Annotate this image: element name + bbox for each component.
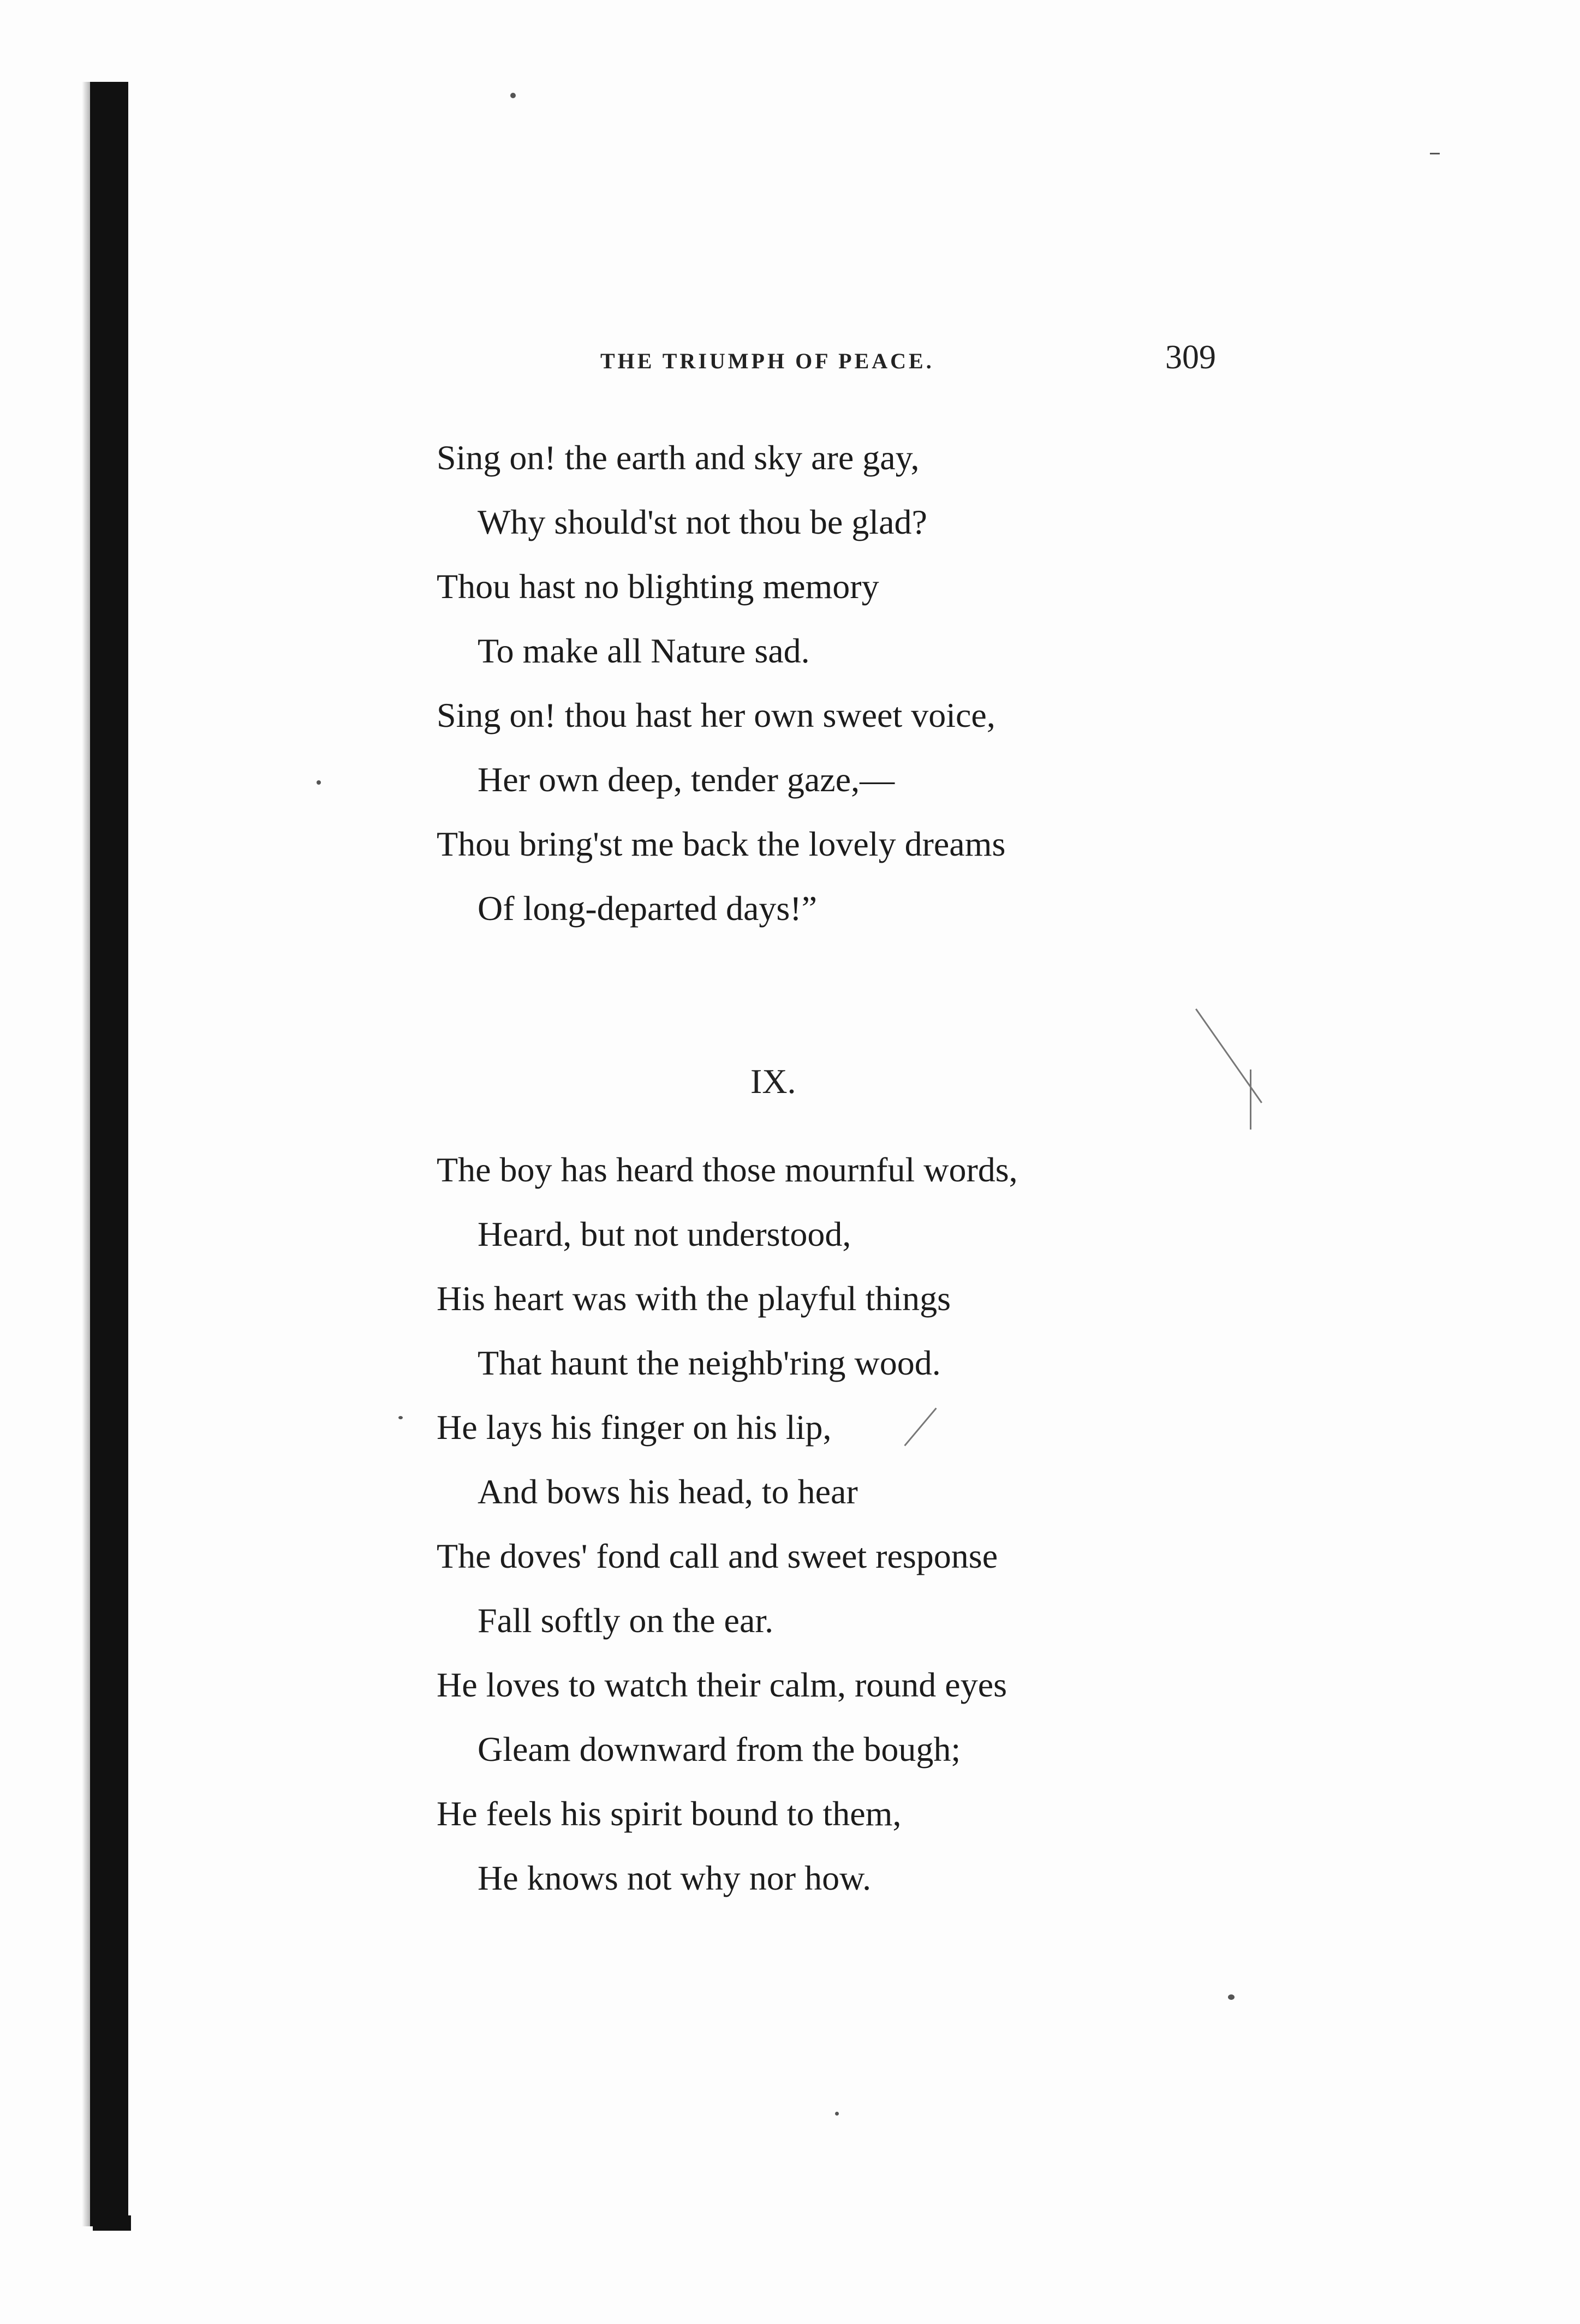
verse-line: To make all Nature sad. xyxy=(478,631,810,670)
verse-line: Fall softly on the ear. xyxy=(478,1601,774,1640)
scan-speck xyxy=(1228,1994,1235,2000)
scan-scratch xyxy=(1250,1070,1251,1130)
verse-line: He loves to watch their calm, round eyes xyxy=(437,1665,1007,1704)
stanza-one xyxy=(437,426,1005,941)
verse-line: Gleam downward from the bough; xyxy=(478,1730,961,1769)
scan-speck xyxy=(398,1416,403,1419)
verse-line: Why should'st not thou be glad? xyxy=(478,503,927,541)
scan-speck xyxy=(510,93,516,98)
verse-line: Thou bring'st me back the lovely dreams xyxy=(437,825,1006,863)
section-heading: IX. xyxy=(750,1062,796,1101)
verse-line: The doves' fond call and sweet response xyxy=(437,1537,998,1575)
binding-gutter xyxy=(90,82,128,2226)
verse-line: He knows not why nor how. xyxy=(478,1859,872,1897)
scan-scratch xyxy=(1195,1008,1262,1103)
verse-line: That haunt the neighb'ring wood. xyxy=(478,1343,941,1382)
binding-foot xyxy=(93,2215,131,2231)
verse-line: And bows his head, to hear xyxy=(478,1472,858,1511)
page-number: 309 xyxy=(1165,339,1216,376)
verse-line: Of long-departed days!” xyxy=(478,889,817,928)
verse-line: Sing on! thou hast her own sweet voice, xyxy=(437,696,995,734)
verse-line: The boy has heard those mournful words, xyxy=(437,1150,1018,1189)
scan-speck xyxy=(835,2112,839,2116)
verse-line: He feels his spirit bound to them, xyxy=(437,1794,902,1833)
scan-speck xyxy=(317,780,321,785)
verse-line: Thou hast no blighting memory xyxy=(437,567,879,606)
verse-line: Heard, but not understood, xyxy=(478,1215,851,1253)
scan-speck xyxy=(1430,153,1440,154)
running-title: THE TRIUMPH OF PEACE. xyxy=(600,349,934,373)
stanza-two xyxy=(437,1138,1018,1910)
verse-line: Her own deep, tender gaze,— xyxy=(478,760,895,799)
verse-line: His heart was with the playful things xyxy=(437,1279,951,1318)
verse-line: He lays his finger on his lip, xyxy=(437,1408,832,1447)
verse-line: Sing on! the earth and sky are gay, xyxy=(437,438,920,477)
